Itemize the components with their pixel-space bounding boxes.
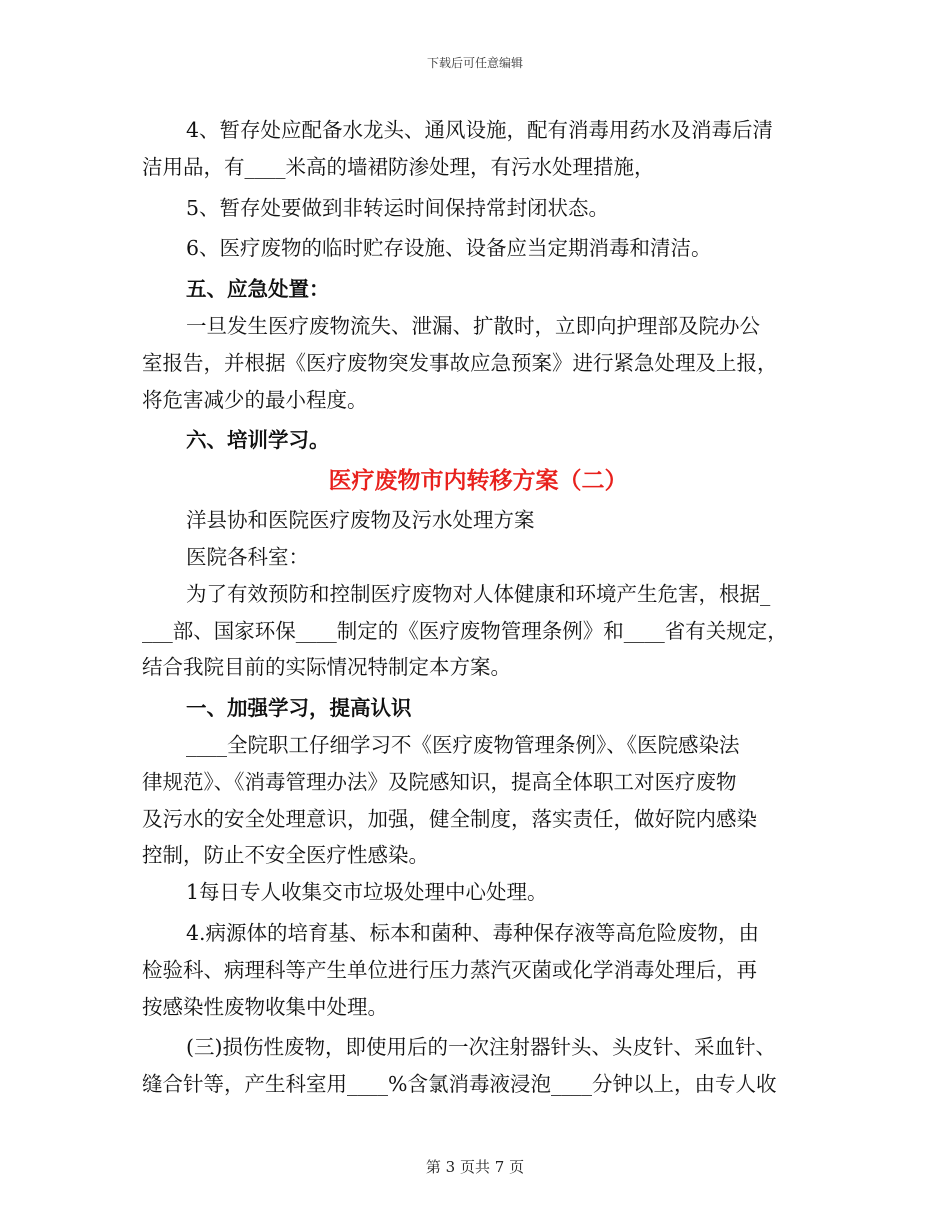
paragraph-line: 律规范》、《消毒管理办法》及院感知识，提高全体职工对医疗废物: [142, 769, 737, 794]
paragraph-line: 一旦发生医疗废物流失、泄漏、扩散时，立即向护理部及院办公: [186, 313, 760, 338]
page-footer: 第 3 页共 7 页: [425, 1158, 525, 1176]
paragraph-line: ____全院职工仔细学习不《医疗废物管理条例》、《医院感染法: [186, 732, 740, 757]
paragraph-line: 4.病源体的培育基、标本和菌种、毒种保存液等高危险废物，由: [186, 920, 760, 945]
paragraph-line: 1每日专人收集交市垃圾处理中心处理。: [186, 880, 548, 905]
section-heading: 六、培训学习。: [186, 428, 330, 453]
paragraph-line: 按感染性废物收集中处理。: [142, 994, 388, 1019]
section-heading: 五、应急处置：: [186, 277, 330, 302]
section-heading: 一、加强学习，提高认识: [186, 696, 412, 721]
paragraph-line: 及污水的安全处理意识，加强，健全制度，落实责任，做好院内感染: [142, 806, 757, 831]
paragraph-line: 洁用品，有____米高的墙裙防渗处理，有污水处理措施，: [142, 154, 655, 179]
paragraph-line: ___部、国家环保____制定的《医疗废物管理条例》和____省有关规定，: [142, 618, 788, 643]
paragraph-line: 缝合针等，产生科室用____%含氯消毒液浸泡____分钟以上，由专人收: [142, 1072, 777, 1097]
paragraph-line: 控制，防止不安全医疗性感染。: [142, 843, 429, 868]
paragraph-line: 检验科、病理科等产生单位进行压力蒸汽灭菌或化学消毒处理后，再: [142, 957, 757, 982]
document-title: 医疗废物市内转移方案（二）: [328, 468, 628, 495]
document-body: [142, 112, 814, 1103]
paragraph-line: 结合我院目前的实际情况特制定本方案。: [142, 655, 511, 680]
page-header: 下载后可任意编辑: [426, 56, 523, 70]
paragraph-line: 室报告，并根据《医疗废物突发事故应急预案》进行紧急处理及上报，: [142, 350, 778, 375]
paragraph-line: 将危害减少的最小程度。: [142, 387, 368, 412]
paragraph-line: 6、医疗废物的临时贮存设施、设备应当定期消毒和清洁。: [186, 236, 712, 261]
paragraph-line: 5、暂存处要做到非转运时间保持常封闭状态。: [186, 195, 610, 220]
paragraph-line: 4、暂存处应配备水龙头、通风设施，配有消毒用药水及消毒后清: [186, 118, 774, 142]
paragraph-line: 医院各科室：: [186, 544, 309, 569]
paragraph-line: 洋县协和医院医疗废物及污水处理方案: [186, 508, 535, 533]
paragraph-line: 为了有效预防和控制医疗废物对人体健康和环境产生危害，根据_: [186, 581, 771, 606]
paragraph-line: (三)损伤性废物，即使用后的一次注射器针头、头皮针、采血针、: [186, 1035, 776, 1060]
